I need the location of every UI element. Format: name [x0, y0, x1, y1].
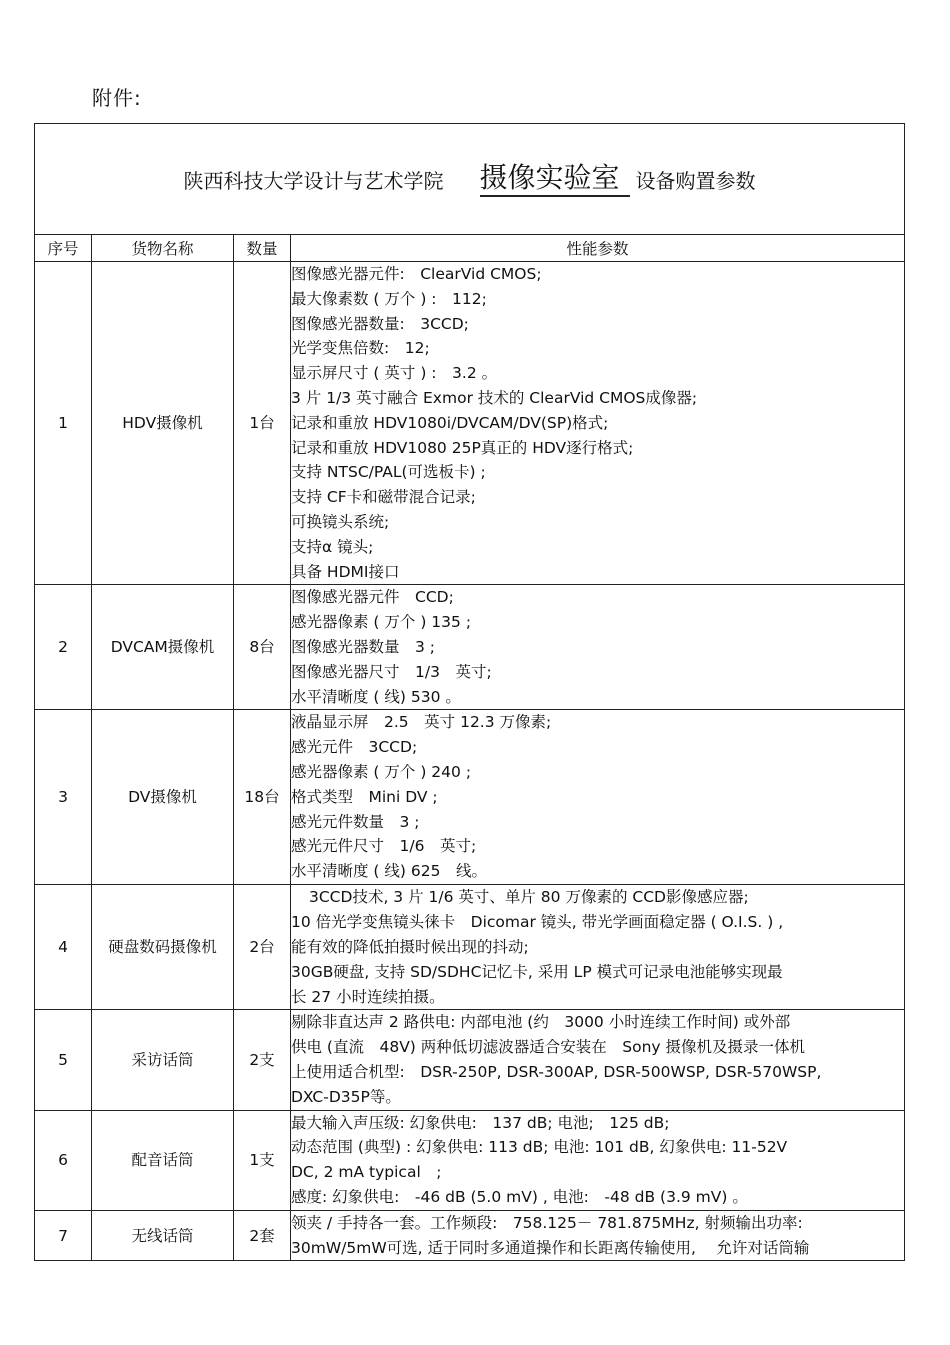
- equipment-spec-table: [34, 123, 905, 1261]
- spec-line: 光学变焦倍数: 12;: [291, 339, 430, 358]
- table-title: [35, 124, 905, 235]
- spec-line: 动态范围 (典型) : 幻象供电: 113 dB; 电池: 101 dB, 幻象供电: 11-52V: [291, 1138, 788, 1157]
- spec-line: 显示屏尺寸 ( 英寸 ) : 3.2 。: [291, 364, 498, 383]
- row-qty: 8台: [234, 585, 291, 710]
- spec-line: 能有效的降低拍摄时候出现的抖动;: [291, 937, 529, 956]
- row-no: 7: [35, 1210, 92, 1261]
- table-header-row: [35, 235, 905, 262]
- row-name: 配音话筒: [92, 1110, 234, 1210]
- spec-line: 水平清晰度 ( 线) 530 。: [291, 687, 461, 706]
- header-name: 货物名称: [92, 235, 234, 262]
- row-qty: 1支: [234, 1110, 291, 1210]
- row-no: 1: [35, 262, 92, 585]
- header-qty: 数量: [234, 235, 291, 262]
- spec-line: 图像感光器元件: ClearVid CMOS;: [291, 265, 542, 283]
- spec-line: 30mW/5mW可选, 适于同时多通道操作和长距离传输使用, 允许对话筒输: [291, 1238, 810, 1257]
- spec-line: 水平清晰度 ( 线) 625 线。: [291, 862, 487, 881]
- table-row: [35, 885, 905, 1010]
- spec-line: 支持α 镜头;: [291, 537, 374, 556]
- spec-line: 3CCD技术, 3 片 1/6 英寸、单片 80 万像素的 CCD影像感应器;: [309, 888, 749, 907]
- spec-line: 10 倍光学变焦镜头徕卡 Dicomar 镜头, 带光学画面稳定器 ( O.I.S. ) ,: [291, 913, 784, 932]
- spec-line: 支持 CF卡和磁带混合记录;: [291, 488, 476, 507]
- table-row: [35, 710, 905, 885]
- spec-line: 图像感光器数量 3 ;: [291, 637, 436, 656]
- table-row: [35, 1010, 905, 1110]
- attachment-label: 附件:: [92, 86, 142, 110]
- spec-line: 3 片 1/3 英寸融合 Exmor 技术的 ClearVid CMOS成像器;: [291, 388, 698, 407]
- row-no: 4: [35, 885, 92, 1010]
- spec-line: 长 27 小时连续拍摄。: [291, 987, 445, 1006]
- row-specs: [291, 1210, 905, 1261]
- spec-line: DC, 2 mA typical ;: [291, 1163, 442, 1182]
- table-row: [35, 1110, 905, 1210]
- spec-line: 领夹 / 手持各一套。工作频段: 758.125－ 781.875MHz, 射频输出功率:: [291, 1213, 803, 1232]
- spec-line: 供电 (直流 48V) 两种低切滤波器适合安装在 Sony 摄像机及摄录一体机: [291, 1038, 806, 1057]
- spec-line: 感光器像素 ( 万个 ) 240 ;: [291, 762, 472, 781]
- row-name: DVCAM摄像机: [92, 585, 234, 710]
- row-name: HDV摄像机: [92, 262, 234, 585]
- row-specs: [291, 885, 905, 1010]
- spec-line: 记录和重放 HDV1080i/DVCAM/DV(SP)格式;: [291, 413, 609, 432]
- header-no: 序号: [35, 235, 92, 262]
- row-no: 6: [35, 1110, 92, 1210]
- row-specs: [291, 1010, 905, 1110]
- spec-line: 剔除非直达声 2 路供电: 内部电池 (约 3000 小时连续工作时间) 或外部: [291, 1013, 791, 1032]
- row-specs: [291, 262, 905, 585]
- spec-line: 图像感光器元件 CCD;: [291, 588, 454, 607]
- spec-line: 液晶显示屏 2.5 英寸 12.3 万像素;: [291, 713, 552, 732]
- table-title-row: [35, 124, 905, 235]
- header-specs: 性能参数: [291, 235, 905, 262]
- table-row: [35, 585, 905, 710]
- row-name: 硬盘数码摄像机: [92, 885, 234, 1010]
- row-no: 3: [35, 710, 92, 885]
- spec-line: 最大像素数 ( 万个 ) : 112;: [291, 289, 487, 308]
- title-lab-name: 摄像实验室: [480, 161, 630, 197]
- spec-line: 图像感光器尺寸 1/3 英寸;: [291, 662, 492, 681]
- spec-line: 具备 HDMI接口: [291, 562, 400, 581]
- row-qty: 2台: [234, 885, 291, 1010]
- spec-line: 支持 NTSC/PAL(可选板卡) ;: [291, 463, 486, 482]
- spec-line: 感光元件 3CCD;: [291, 738, 418, 757]
- spec-line: 上使用适合机型: DSR-250P, DSR-300AP, DSR-500WSP, DSR-570WSP,: [291, 1062, 822, 1081]
- spec-line: 记录和重放 HDV1080 25P真正的 HDV逐行格式;: [291, 438, 634, 457]
- row-specs: [291, 585, 905, 710]
- spec-line: 最大输入声压级: 幻象供电: 137 dB; 电池; 125 dB;: [291, 1113, 670, 1132]
- spec-line: 感光元件尺寸 1/6 英寸;: [291, 837, 477, 856]
- row-qty: 2套: [234, 1210, 291, 1261]
- row-qty: 1台: [234, 262, 291, 585]
- spec-line: 感光器像素 ( 万个 ) 135 ;: [291, 613, 472, 632]
- row-name: 无线话筒: [92, 1210, 234, 1261]
- spec-line: 格式类型 Mini DV ;: [291, 787, 438, 806]
- table-row: [35, 262, 905, 585]
- spec-line: DXC-D35P等。: [291, 1087, 401, 1106]
- row-qty: 2支: [234, 1010, 291, 1110]
- spec-line: 30GB硬盘, 支持 SD/SDHC记忆卡, 采用 LP 模式可记录电池能够实现最: [291, 962, 783, 981]
- row-name: DV摄像机: [92, 710, 234, 885]
- row-no: 5: [35, 1010, 92, 1110]
- title-prefix: 陕西科技大学设计与艺术学院: [183, 168, 444, 193]
- spec-line: 图像感光器数量: 3CCD;: [291, 314, 469, 333]
- row-name: 采访话筒: [92, 1010, 234, 1110]
- spec-line: 感度: 幻象供电: -46 dB (5.0 mV) , 电池: -48 dB (3.9 mV) 。: [291, 1187, 748, 1206]
- spec-line: 感光元件数量 3 ;: [291, 812, 420, 831]
- title-suffix: 设备购置参数: [635, 168, 756, 193]
- row-qty: 18台: [234, 710, 291, 885]
- table-row: [35, 1210, 905, 1261]
- row-no: 2: [35, 585, 92, 710]
- row-specs: [291, 710, 905, 885]
- spec-line: 可换镜头系统;: [291, 512, 390, 531]
- row-specs: [291, 1110, 905, 1210]
